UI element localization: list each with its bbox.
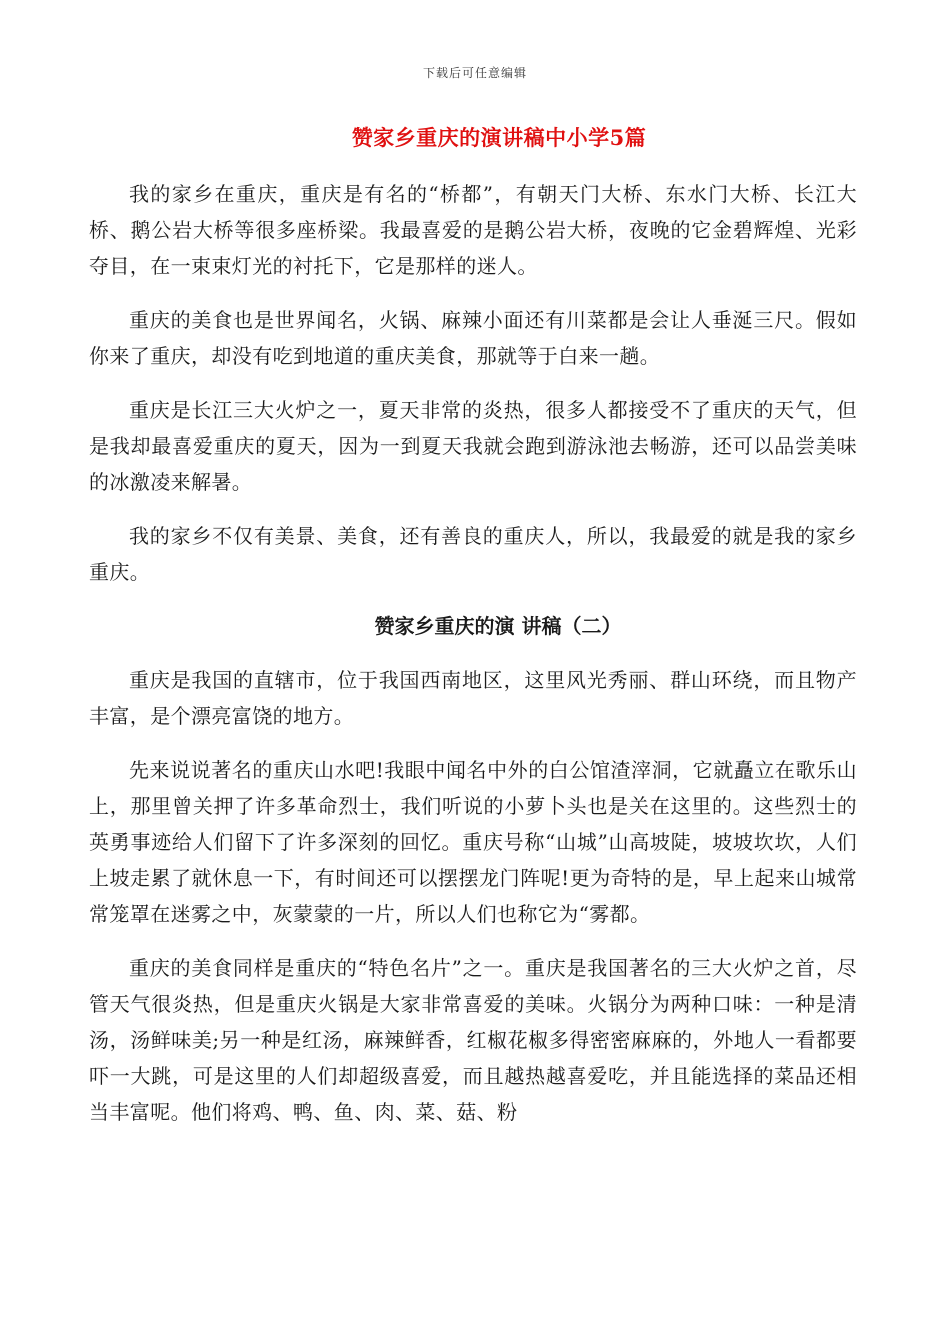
document-body bbox=[89, 176, 857, 1148]
paragraph: 重庆的美食也是世界闻名，火锅、麻辣小面还有川菜都是会让人垂涎三尺。假如你来了重庆，却没有吃到地道的重庆美食，那就等于白来一趟。 bbox=[89, 308, 857, 368]
document-title: 赞家乡重庆的演讲稿中小学5篇 bbox=[351, 125, 647, 150]
paragraph: 我的家乡在重庆，重庆是有名的“桥都”，有朝天门大桥、东水门大桥、长江大桥、鹅公岩大桥等很多座桥梁。我最喜爱的是鹅公岩大桥，夜晚的它金碧辉煌、光彩夺目，在一束束灯光的衬托下，它是那样的迷人。 bbox=[89, 182, 857, 278]
paragraph: 先来说说著名的重庆山水吧!我眼中闻名中外的白公馆渣滓洞，它就矗立在歌乐山上，那里曾关押了许多革命烈士，我们听说的小萝卜头也是关在这里的。这些烈士的英勇事迹给人们留下了许多深刻的回忆。重庆号称“山城”山高坡陡，坡坡坎坎，人们上坡走累了就休息一下，有时间还可以摆摆龙门阵呢!更为奇特的是，早上起来山城常常笼罩在迷雾之中，灰蒙蒙的一片，所以人们也称它为“雾都。 bbox=[89, 758, 857, 926]
paragraph: 重庆是我国的直辖市，位于我国西南地区，这里风光秀丽、群山环绕，而且物产丰富，是个漂亮富饶的地方。 bbox=[89, 668, 857, 728]
paragraph: 重庆的美食同样是重庆的“特色名片”之一。重庆是我国著名的三大火炉之首，尽管天气很炎热，但是重庆火锅是大家非常喜爱的美味。火锅分为两种口味：一种是清汤，汤鲜味美;另一种是红汤，麻辣鲜香，红椒花椒多得密密麻麻的，外地人一看都要吓一大跳，可是这里的人们却超级喜爱，而且越热越喜爱吃，并且能选择的菜品还相当丰富呢。他们将鸡、鸭、鱼、肉、菜、菇、粉 bbox=[89, 956, 857, 1124]
section-heading: 赞家乡重庆的演 讲稿（二） bbox=[374, 614, 622, 638]
paragraph: 我的家乡不仅有美景、美食，还有善良的重庆人，所以，我最爱的就是我的家乡重庆。 bbox=[89, 524, 857, 584]
header-note: 下载后可任意编辑 bbox=[422, 66, 527, 80]
paragraph: 重庆是长江三大火炉之一，夏天非常的炎热，很多人都接受不了重庆的天气，但是我却最喜爱重庆的夏天，因为一到夏天我就会跑到游泳池去畅游，还可以品尝美味的冰激凌来解暑。 bbox=[89, 398, 857, 494]
